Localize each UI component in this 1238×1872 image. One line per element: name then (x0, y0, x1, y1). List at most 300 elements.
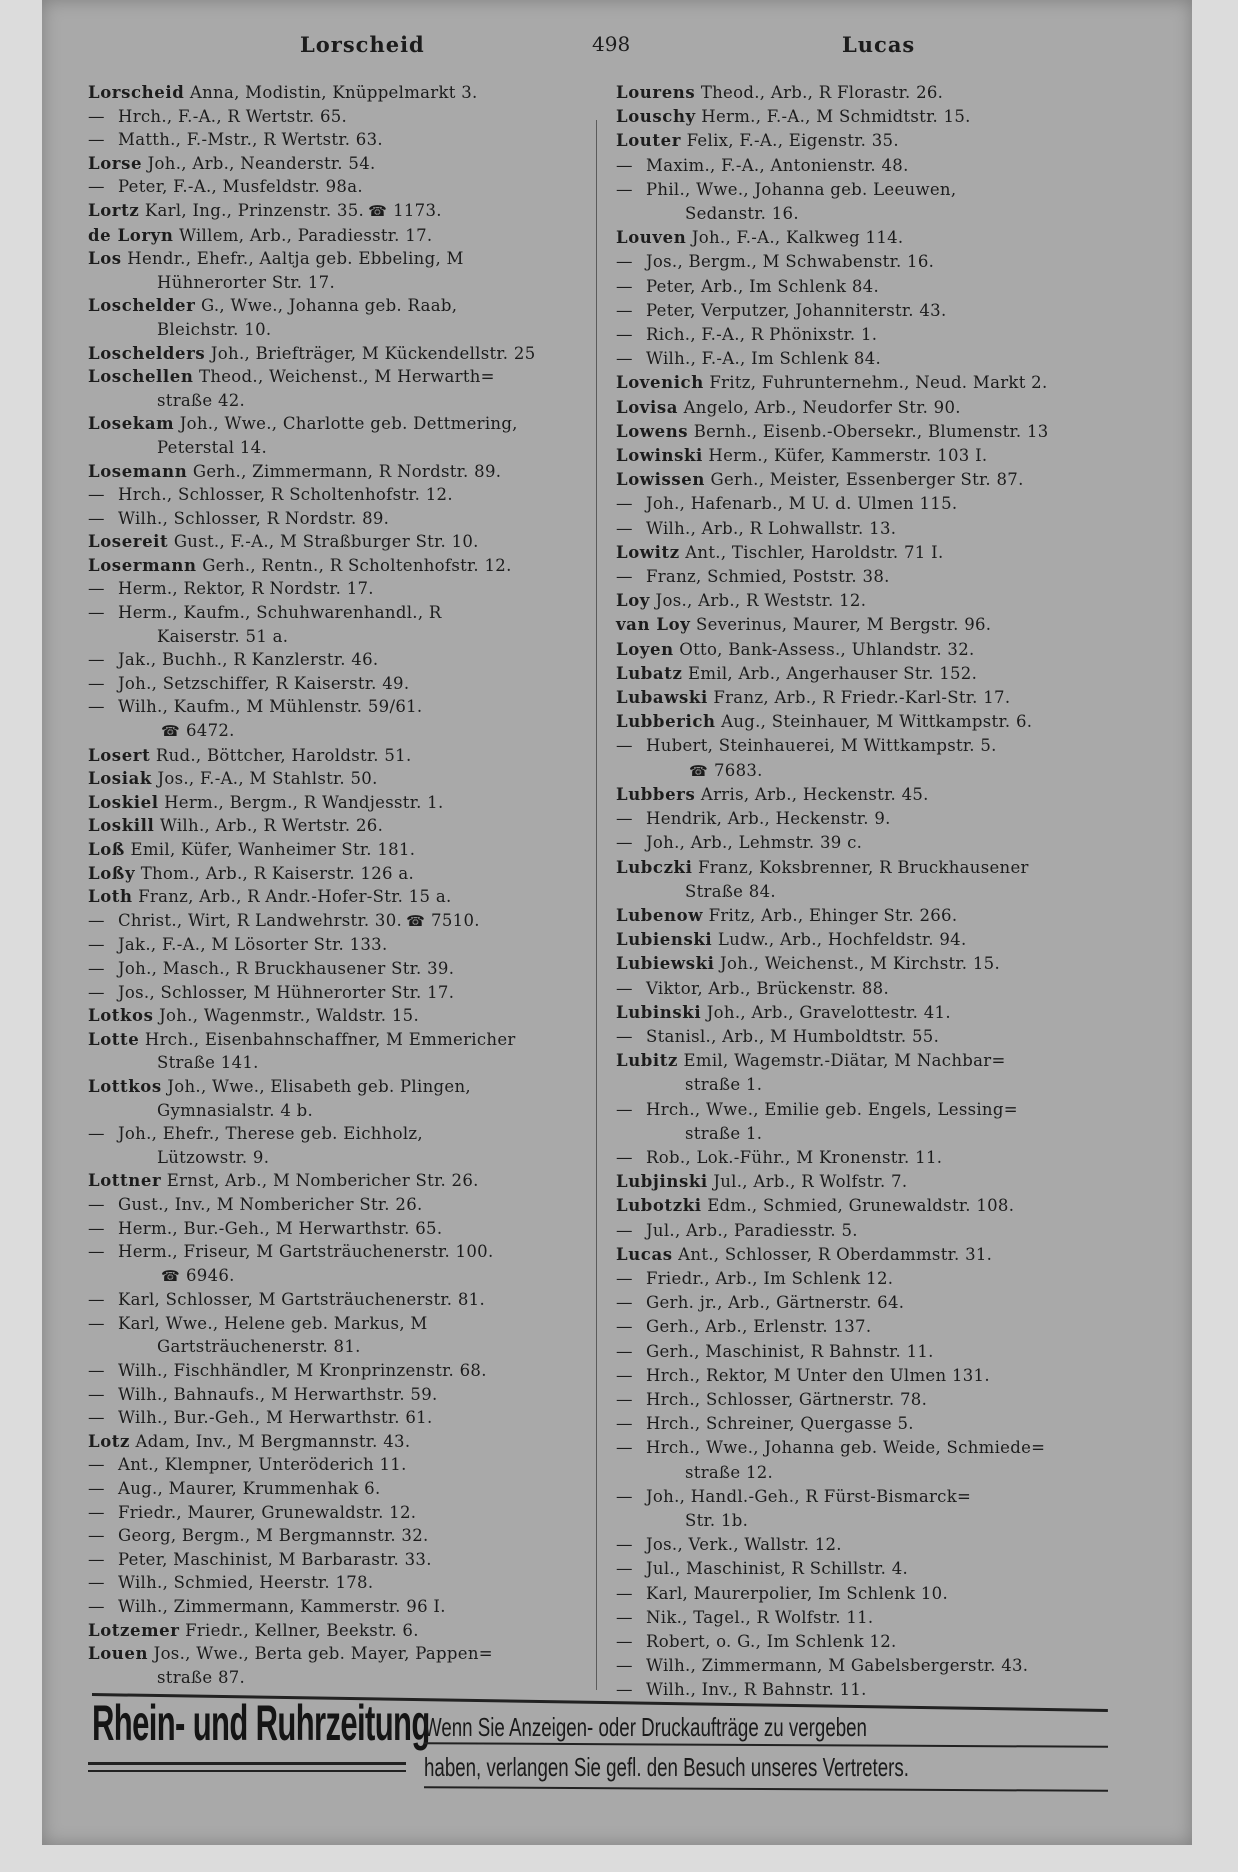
entry-surname: Loßy (88, 863, 136, 883)
directory-entry (88, 128, 536, 152)
entry-continuation-line (88, 625, 536, 649)
entry-surname: Loß (88, 840, 125, 859)
entry-details: Gerh., Arb., Erlenstr. 137. (646, 1317, 872, 1337)
ditto-dash: — (616, 1559, 633, 1579)
entry-surname: Loth (88, 887, 133, 907)
directory-entry (88, 1406, 536, 1430)
column-divider (596, 120, 597, 1690)
entry-details: Hendr., Ehefr., Aaltja geb. Ebbeling, M (127, 249, 464, 269)
directory-entry (88, 365, 536, 389)
directory-entry (616, 347, 1049, 371)
entry-details: Hrch., Schlosser, Gärtnerstr. 78. (646, 1389, 928, 1409)
entry-details: Joh., Arb., Neanderstr. 54. (147, 153, 376, 173)
directory-entry (88, 1122, 536, 1146)
directory-entry (88, 1312, 536, 1336)
entry-details: G., Wwe., Johanna geb. Raab, (200, 296, 458, 316)
directory-entry (88, 791, 536, 815)
entry-details: Wilh., Zimmermann, M Gabelsbergerstr. 43. (646, 1656, 1029, 1676)
directory-entry (616, 710, 1049, 734)
ditto-dash: — (88, 603, 105, 623)
entry-details: Sedanstr. 16. (685, 204, 799, 224)
directory-entry (88, 105, 536, 129)
entry-surname: Lourens (616, 83, 696, 102)
entry-details: Herm., Küfer, Kammerstr. 103 I. (708, 446, 988, 466)
entry-details: Friedr., Arb., Im Schlenk 12. (646, 1268, 894, 1288)
entry-details: Str. 1b. (685, 1510, 749, 1530)
entry-details: Viktor, Arb., Brückenstr. 88. (646, 978, 890, 998)
ditto-dash: — (88, 1573, 105, 1593)
entry-details: Joh., Masch., R Bruckhausener Str. 39. (118, 958, 455, 978)
entry-surname: Lowitz (616, 542, 680, 562)
ditto-dash: — (88, 485, 105, 505)
entry-details: straße 87. (157, 1667, 246, 1687)
directory-entry (88, 530, 536, 554)
entry-details: Maxim., F.-A., Antonienstr. 48. (646, 155, 909, 175)
entry-surname: Louen (88, 1644, 149, 1664)
ditto-dash: — (616, 1438, 633, 1458)
ditto-dash: — (88, 1242, 105, 1262)
directory-entry (88, 1548, 536, 1572)
entry-surname: Losekam (88, 414, 175, 434)
ditto-dash: — (88, 1384, 105, 1404)
entry-continuation-line (88, 1099, 536, 1123)
ditto-dash: — (88, 508, 105, 528)
entry-surname: de Loryn (88, 225, 174, 245)
ditto-dash: — (616, 300, 633, 320)
entry-details: Christ., Wirt, R Landwehrstr. 30. (118, 910, 403, 930)
entry-details: Joh., Wwe., Charlotte geb. Dettmering, (179, 414, 518, 434)
directory-entry (88, 247, 536, 271)
entry-surname: Losiak (88, 769, 152, 789)
ditto-dash: — (616, 1535, 633, 1555)
directory-entry (616, 275, 1049, 299)
entry-surname: Loschelder (88, 296, 196, 316)
entry-details: Herm., Friseur, M Gartsträuchenerstr. 100. (118, 1242, 494, 1262)
entry-surname: Losereit (88, 532, 169, 552)
entry-surname: Louschy (616, 107, 696, 127)
directory-entry (616, 1630, 1049, 1654)
directory-entry (616, 1219, 1049, 1243)
entry-details: Gerh., Meister, Essenberger Str. 87. (710, 470, 1024, 490)
entry-continuation-line (88, 318, 536, 342)
ditto-dash: — (616, 1268, 633, 1288)
ditto-dash: — (88, 1479, 105, 1499)
entry-surname: Lubienski (616, 930, 713, 950)
entry-details: Jos., Verk., Wallstr. 12. (646, 1535, 842, 1555)
entry-details: Joh., Wwe., Elisabeth geb. Plingen, (167, 1076, 471, 1096)
entry-details: Peter, Arb., Im Schlenk 84. (646, 276, 880, 296)
entry-continuation-line (88, 1146, 536, 1170)
ditto-dash: — (616, 1656, 633, 1676)
left-column (88, 81, 536, 1689)
ditto-dash: — (616, 1220, 633, 1240)
ditto-dash: — (88, 177, 105, 197)
telephone-number: 7683. (713, 760, 763, 780)
entry-surname: Loschelders (88, 343, 206, 363)
entry-details: Joh., Handl.-Geh., R Fürst-Bismarck= (646, 1486, 972, 1506)
directory-entry (616, 468, 1049, 492)
entry-details: Edm., Schmied, Grunewaldstr. 108. (707, 1196, 1015, 1216)
entry-details: Peter, Verputzer, Johanniterstr. 43. (646, 300, 947, 320)
entry-details: Rud., Böttcher, Haroldstr. 51. (155, 745, 412, 765)
directory-entry (88, 224, 536, 248)
directory-entry (616, 1412, 1049, 1436)
directory-entry (88, 1642, 536, 1666)
entry-details: Theod., Weichenst., M Herwarth= (199, 367, 495, 387)
entry-continuation-line (88, 436, 536, 460)
page-number: 498 (592, 32, 631, 56)
entry-details: Joh., Hafenarb., M U. d. Ulmen 115. (646, 494, 958, 514)
entry-surname: van Loy (616, 615, 691, 635)
directory-entry (88, 838, 536, 862)
directory-entry (88, 1004, 536, 1028)
ditto-dash: — (616, 349, 633, 369)
directory-entry (88, 957, 536, 981)
entry-details: Wilh., Kaufm., M Mühlenstr. 59/61. (118, 697, 423, 717)
directory-entry (88, 1430, 536, 1454)
directory-entry (616, 1291, 1049, 1315)
directory-entry (88, 1619, 536, 1643)
entry-details: Aug., Maurer, Krummenhak 6. (118, 1479, 381, 1499)
entry-surname: Lowens (616, 421, 689, 441)
directory-entry (88, 1595, 536, 1619)
entry-details: Felix, F.-A., Eigenstr. 35. (686, 131, 899, 151)
directory-entry (616, 1654, 1049, 1678)
ditto-dash: — (88, 579, 105, 599)
entry-details: Emil, Arb., Angerhauser Str. 152. (687, 663, 978, 683)
entry-details: Ant., Schlosser, R Oberdammstr. 31. (678, 1244, 993, 1264)
ditto-dash: — (616, 567, 633, 587)
entry-continuation-line (88, 389, 536, 413)
entry-details: Hrch., Eisenbahnschaffner, M Emmericher (144, 1029, 516, 1049)
directory-entry (616, 492, 1049, 516)
entry-details: Gust., Inv., M Nombericher Str. 26. (118, 1194, 423, 1214)
entry-details: Gerh., Zimmermann, R Nordstr. 89. (192, 461, 502, 481)
entry-details: Hühnerorter Str. 17. (157, 272, 336, 292)
directory-entry (616, 81, 1049, 105)
entry-surname: Lubenow (616, 905, 704, 925)
entry-continuation-line (88, 1335, 536, 1359)
directory-entry (88, 814, 536, 838)
directory-entry (88, 909, 536, 934)
entry-details: Joh., Ehefr., Therese geb. Eichholz, (118, 1124, 423, 1144)
entry-details: Hendrik, Arb., Heckenstr. 9. (646, 809, 891, 829)
directory-entry (616, 807, 1049, 831)
directory-entry (616, 226, 1049, 250)
entry-continuation-line (616, 759, 1049, 783)
entry-continuation-line (616, 1122, 1049, 1146)
running-head-left: Lorscheid (300, 32, 425, 57)
entry-details: Hubert, Steinhauerei, M Wittkampstr. 5. (646, 736, 997, 756)
entry-details: Wilh., Bur.-Geh., M Herwarthstr. 61. (118, 1408, 433, 1428)
telephone-number: 1173. (393, 200, 442, 220)
ditto-dash: — (88, 1194, 105, 1214)
entry-surname: Lubatz (616, 663, 683, 683)
directory-entry (88, 342, 536, 366)
entry-details: straße 42. (157, 390, 246, 410)
directory-entry (616, 1388, 1049, 1412)
directory-entry (616, 396, 1049, 420)
directory-entry (616, 686, 1049, 710)
directory-entry (616, 589, 1049, 613)
directory-entry (616, 1533, 1049, 1557)
entry-details: Hrch., Schreiner, Quergasse 5. (646, 1414, 914, 1434)
directory-entry (88, 767, 536, 791)
ditto-dash: — (88, 106, 105, 126)
directory-entry (88, 601, 536, 625)
directory-entry (616, 105, 1049, 129)
ditto-dash: — (616, 1389, 633, 1409)
entry-details: Wilh., F.-A., Im Schlenk 84. (646, 349, 882, 369)
ditto-dash: — (616, 252, 633, 272)
directory-entry (88, 648, 536, 672)
ditto-dash: — (616, 276, 633, 296)
entry-details: Hrch., Wwe., Johanna geb. Weide, Schmiede= (646, 1438, 1046, 1458)
entry-details: Friedr., Kellner, Beekstr. 6. (185, 1620, 419, 1640)
entry-details: Karl, Maurerpolier, Im Schlenk 10. (646, 1583, 949, 1603)
entry-details: straße 1. (685, 1075, 763, 1095)
directory-entry (88, 1453, 536, 1477)
directory-entry (616, 1146, 1049, 1170)
entry-details: Severinus, Maurer, M Bergstr. 96. (695, 615, 992, 635)
entry-details: Wilh., Zimmermann, Kammerstr. 96 I. (118, 1597, 446, 1616)
directory-entry (616, 662, 1049, 686)
ditto-dash: — (616, 1293, 633, 1313)
directory-entry (616, 1606, 1049, 1630)
ditto-dash: — (616, 833, 633, 853)
telephone-icon: ☎ (161, 722, 180, 741)
ditto-dash: — (616, 1099, 633, 1119)
directory-entry (88, 1477, 536, 1501)
ditto-dash: — (88, 1218, 105, 1238)
ditto-dash: — (616, 1317, 633, 1337)
entry-details: Bernh., Eisenb.-Obersekr., Blumenstr. 13 (693, 421, 1049, 441)
directory-entry (88, 672, 536, 696)
entry-surname: Loy (616, 591, 650, 611)
entry-details: Jos., F.-A., M Stahlstr. 50. (157, 769, 378, 789)
entry-details: Emil, Wagemstr.-Diätar, M Nachbar= (683, 1051, 1006, 1071)
ditto-dash: — (616, 1341, 633, 1361)
entry-details: Emil, Küfer, Wanheimer Str. 181. (130, 840, 416, 859)
directory-entry (616, 638, 1049, 662)
entry-details: Wilh., Inv., R Bahnstr. 11. (646, 1680, 867, 1700)
entry-details: Gartsträuchenerstr. 81. (157, 1337, 361, 1357)
directory-entry (88, 981, 536, 1005)
directory-entry (616, 734, 1049, 758)
entry-surname: Lubbers (616, 784, 696, 804)
entry-continuation-line (88, 719, 536, 744)
directory-entry (616, 371, 1049, 395)
entry-details: Gymnasialstr. 4 b. (157, 1100, 314, 1120)
directory-entry (616, 420, 1049, 444)
entry-details: Rob., Lok.-Führ., M Kronenstr. 11. (646, 1147, 943, 1167)
directory-entry (88, 1571, 536, 1595)
telephone-number: 7510. (431, 910, 480, 930)
entry-details: straße 1. (685, 1123, 763, 1143)
entry-details: Jos., Bergm., M Schwabenstr. 16. (646, 252, 935, 272)
entry-details: Friedr., Maurer, Grunewaldstr. 12. (118, 1502, 417, 1522)
entry-continuation-line (616, 1509, 1049, 1533)
ditto-dash: — (616, 809, 633, 829)
entry-details: Hrch., F.-A., R Wertstr. 65. (118, 106, 348, 126)
directory-entry (88, 1288, 536, 1312)
directory-entry (88, 933, 536, 957)
ditto-dash: — (88, 958, 105, 978)
directory-entry (616, 565, 1049, 589)
ditto-dash: — (88, 1597, 105, 1616)
entry-continuation-line (616, 880, 1049, 904)
directory-entry (616, 1049, 1049, 1073)
entry-details: Hrch., Rektor, M Unter den Ulmen 131. (646, 1365, 990, 1385)
directory-entry (88, 1169, 536, 1193)
directory-entry (616, 904, 1049, 928)
directory-entry (616, 323, 1049, 347)
ditto-dash: — (88, 935, 105, 955)
ditto-dash: — (88, 130, 105, 150)
directory-entry (616, 1170, 1049, 1194)
entry-details: Hrch., Schlosser, R Scholtenhofstr. 12. (118, 485, 453, 505)
entry-details: Georg, Bergm., M Bergmannstr. 32. (118, 1526, 429, 1546)
entry-details: Straße 84. (685, 881, 776, 901)
ditto-dash: — (616, 179, 633, 199)
telephone-icon: ☎ (689, 761, 708, 780)
entry-details: Jos., Wwe., Berta geb. Mayer, Pappen= (153, 1644, 493, 1664)
ditto-dash: — (616, 325, 633, 345)
entry-details: Theod., Arb., R Florastr. 26. (700, 83, 944, 102)
ditto-dash: — (88, 650, 105, 670)
ditto-dash: — (88, 673, 105, 693)
entry-details: Willem, Arb., Paradiesstr. 17. (179, 225, 433, 245)
running-head-right: Lucas (842, 32, 916, 57)
entry-details: Nik., Tagel., R Wolfstr. 11. (646, 1607, 874, 1627)
entry-surname: Losemann (88, 461, 188, 481)
entry-details: Jul., Arb., Paradiesstr. 5. (646, 1220, 858, 1240)
entry-details: Wilh., Fischhändler, M Kronprinzenstr. 68. (118, 1361, 487, 1381)
directory-entry (88, 152, 536, 176)
ditto-dash: — (88, 1313, 105, 1333)
entry-details: Jak., Buchh., R Kanzlerstr. 46. (118, 650, 379, 670)
directory-entry (616, 1194, 1049, 1218)
entry-details: Gerh., Maschinist, R Bahnstr. 11. (646, 1341, 934, 1361)
ditto-dash: — (616, 1607, 633, 1627)
entry-details: Joh., Briefträger, M Kückendellstr. 25 (210, 343, 536, 363)
entry-details: Karl, Wwe., Helene geb. Markus, M (118, 1313, 428, 1333)
entry-details: Matth., F.-Mstr., R Wertstr. 63. (118, 130, 383, 150)
ditto-dash: — (88, 1124, 105, 1144)
ditto-dash: — (616, 1147, 633, 1167)
directory-entry (616, 1315, 1049, 1339)
telephone-icon: ☎ (161, 1266, 180, 1285)
entry-details: Anna, Modistin, Knüppelmarkt 3. (189, 83, 478, 102)
directory-entry (88, 577, 536, 601)
entry-continuation-line (616, 1073, 1049, 1097)
entry-details: Joh., Weichenst., M Kirchstr. 15. (720, 954, 1001, 974)
directory-entry (616, 178, 1049, 202)
directory-entry (88, 483, 536, 507)
directory-entry (616, 928, 1049, 952)
entry-details: Peterstal 14. (157, 437, 268, 457)
entry-surname: Lovenich (616, 373, 704, 393)
entry-surname: Lotte (88, 1029, 140, 1049)
directory-entry (88, 1075, 536, 1099)
entry-surname: Lotzemer (88, 1620, 180, 1640)
entry-details: Karl, Schlosser, M Gartsträuchenerstr. 81. (118, 1290, 486, 1310)
entry-details: Karl, Ing., Prinzenstr. 35. (144, 200, 365, 220)
entry-details: Joh., Arb., Lehmstr. 39 c. (646, 833, 863, 853)
directory-entry (88, 81, 536, 105)
entry-details: Fritz, Arb., Ehinger Str. 266. (708, 905, 958, 925)
entry-surname: Lotz (88, 1431, 130, 1451)
directory-entry (616, 1364, 1049, 1388)
entry-details: Jos., Schlosser, M Hühnerorter Str. 17. (118, 982, 455, 1002)
directory-entry (88, 1501, 536, 1525)
ad-newspaper-title: Rhein- und Ruhrzeitung (92, 1695, 430, 1751)
entry-surname: Loschellen (88, 367, 194, 387)
ditto-dash: — (616, 1680, 633, 1700)
ditto-dash: — (88, 982, 105, 1002)
telephone-icon: ☎ (406, 911, 426, 930)
directory-entry (616, 952, 1049, 976)
entry-continuation-line (88, 1051, 536, 1075)
entry-details: Ant., Tischler, Haroldstr. 71 I. (685, 542, 944, 562)
directory-entry (616, 1243, 1049, 1267)
directory-entry (616, 831, 1049, 855)
entry-details: Robert, o. G., Im Schlenk 12. (646, 1632, 897, 1651)
ditto-dash: — (88, 1408, 105, 1428)
entry-details: Jul., Arb., R Wolfstr. 7. (713, 1172, 908, 1192)
ditto-dash: — (616, 978, 633, 998)
entry-surname: Lotkos (88, 1006, 154, 1026)
directory-entry (88, 1217, 536, 1241)
entry-continuation-line (88, 1666, 536, 1690)
entry-details: Straße 141. (157, 1053, 259, 1073)
directory-entry (616, 1678, 1049, 1702)
entry-continuation-line (616, 202, 1049, 226)
telephone-number: 6946. (185, 1265, 235, 1285)
directory-entry (88, 744, 536, 768)
entry-surname: Lubinski (616, 1002, 702, 1022)
directory-entry (616, 1267, 1049, 1291)
ditto-dash: — (88, 1455, 105, 1475)
entry-details: Aug., Steinhauer, M Wittkampstr. 6. (721, 712, 1033, 732)
entry-details: Jos., Arb., R Weststr. 12. (655, 591, 867, 611)
entry-details: Ludw., Arb., Hochfeldstr. 94. (717, 930, 967, 950)
entry-details: Wilh., Arb., R Wertstr. 26. (159, 816, 384, 836)
directory-entry (88, 1524, 536, 1548)
telephone-icon: ☎ (368, 201, 388, 220)
entry-details: Peter, F.-A., Musfeldstr. 98a. (118, 177, 363, 197)
entry-surname: Lubawski (616, 688, 708, 708)
entry-details: Fritz, Fuhrunternehm., Neud. Markt 2. (709, 373, 1048, 393)
ditto-dash: — (616, 736, 633, 756)
entry-details: Joh., F.-A., Kalkweg 114. (691, 228, 904, 248)
entry-surname: Lubitz (616, 1051, 678, 1071)
directory-entry (616, 1436, 1049, 1460)
ditto-dash: — (616, 1414, 633, 1434)
entry-surname: Losermann (88, 555, 197, 575)
entry-surname: Lubczki (616, 857, 693, 877)
ad-text-line-2: haben, verlangen Sie gefl. den Besuch unseres Vertreters. (424, 1752, 909, 1782)
directory-entry (616, 856, 1049, 880)
directory-entry (616, 1025, 1049, 1049)
ditto-dash: — (88, 1361, 105, 1381)
entry-continuation-line (88, 271, 536, 295)
directory-entry (616, 1582, 1049, 1606)
entry-details: Otto, Bank-Assess., Uhlandstr. 32. (679, 639, 975, 659)
directory-entry (616, 299, 1049, 323)
ad-text-line-1: Wenn Sie Anzeigen- oder Druckaufträge zu vergeben (424, 1712, 867, 1742)
entry-details: Joh., Arb., Gravelottestr. 41. (706, 1002, 951, 1022)
